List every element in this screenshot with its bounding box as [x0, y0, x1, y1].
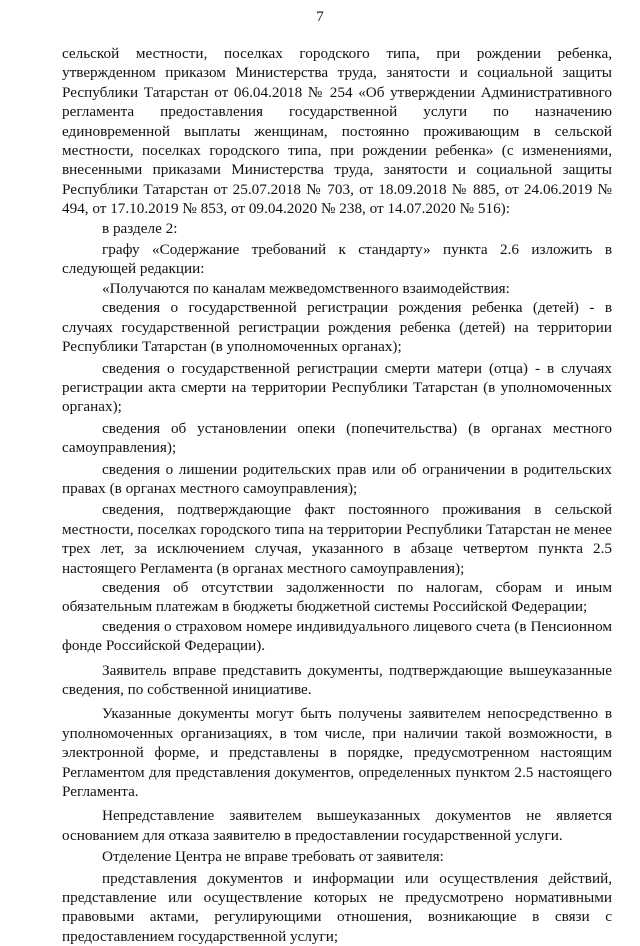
paragraph-interagency-intro: «Получаются по каналам межведомственного взаимодействия: — [102, 279, 510, 297]
paragraph-insurance-number: сведения о страховом номере индивидуального лицевого счета (в Пенсионном фонде Российской Федерации). — [62, 617, 612, 655]
paragraph-non-submission: Непредставление заявителем вышеуказанных документов не является основанием для отказа заявителю в предоставлении государственной услуги. — [62, 807, 612, 844]
paragraph-tax-debt: сведения об отсутствии задолженности по налогам, сборам и иным обязательным платежам в бюджеты бюджетной системы Российской Федерации; — [62, 578, 612, 616]
document-body — [62, 44, 612, 946]
paragraph-section-ref: в разделе 2: — [102, 219, 178, 237]
paragraph-applicant-right: Заявитель вправе представить документы, подтверждающие вышеуказанные сведения, по собственной инициативе. — [62, 661, 612, 698]
page-number: 7 — [316, 9, 324, 25]
paragraph-birth-registration: сведения о государственной регистрации рождения ребенка (детей) - в случаях государственной регистрации рождения ребенка (детей) на территории Республики Татарстан (в уполномоченных органах); — [62, 299, 612, 356]
paragraph-amend-instruction: графу «Содержание требований к стандарту» пункта 2.6 изложить в следующей редакции: — [62, 241, 612, 278]
paragraph-residence-proof: сведения, подтверждающие факт постоянного проживания в сельской местности, поселках городского типа на территории Республики Татарстан не менее трех лет, за исключением случая, указанного в абзаце четвертом пункта 2.5 настоящего Регламента (в органах местного самоуправления); — [62, 501, 612, 577]
paragraph-documents-requirement: представления документов и информации или осуществления действий, представление или осуществление которых не предусмотрено нормативными правовыми актами, регулирующими отношения, возникающие в связи с предоставлением государственной услуги; — [62, 869, 612, 945]
paragraph-documents-obtained: Указанные документы могут быть получены заявителем непосредственно в уполномоченных организациях, в том числе, при наличии такой возможности, в электронной форме, и представлены в порядке, предусмотренном настоящим Регламентом для представления документов, определенных пунктом 2.5 настоящего Регламента. — [62, 705, 612, 801]
paragraph-parental-rights: сведения о лишении родительских прав или об ограничении в родительских правах (в органах местного самоуправления); — [62, 460, 612, 497]
paragraph-center-restriction: Отделение Центра не вправе требовать от заявителя: — [102, 848, 444, 866]
paragraph-continuation: сельской местности, поселках городского типа, при рождении ребенка, утвержденном приказом Министерства труда, занятости и социальной защиты Республики Татарстан от 06.04.2018 № 254 «Об утверждении Административного регламента предоставления государственной услуги по назначению единовременной выплаты женщинам, постоянно проживающим в сельской местности, поселках городского типа, при рождении ребенка» (с изменениями, внесенными приказами Министерства труда, занятости и социальной защиты Республики Татарстан от 25.07.2018 № 703, от 18.09.2018 № 885, от 24.06.2019 № 494, от 17.10.2019 № 853, от 09.04.2020 № 238, от 14.07.2020 № 516): — [62, 45, 612, 218]
paragraph-guardianship: сведения об установлении опеки (попечительства) (в органах местного самоуправления); — [62, 419, 612, 457]
paragraph-death-registration: сведения о государственной регистрации смерти матери (отца) - в случаях регистрации акта смерти на территории Республики Татарстан (в уполномоченных органах); — [62, 359, 612, 416]
